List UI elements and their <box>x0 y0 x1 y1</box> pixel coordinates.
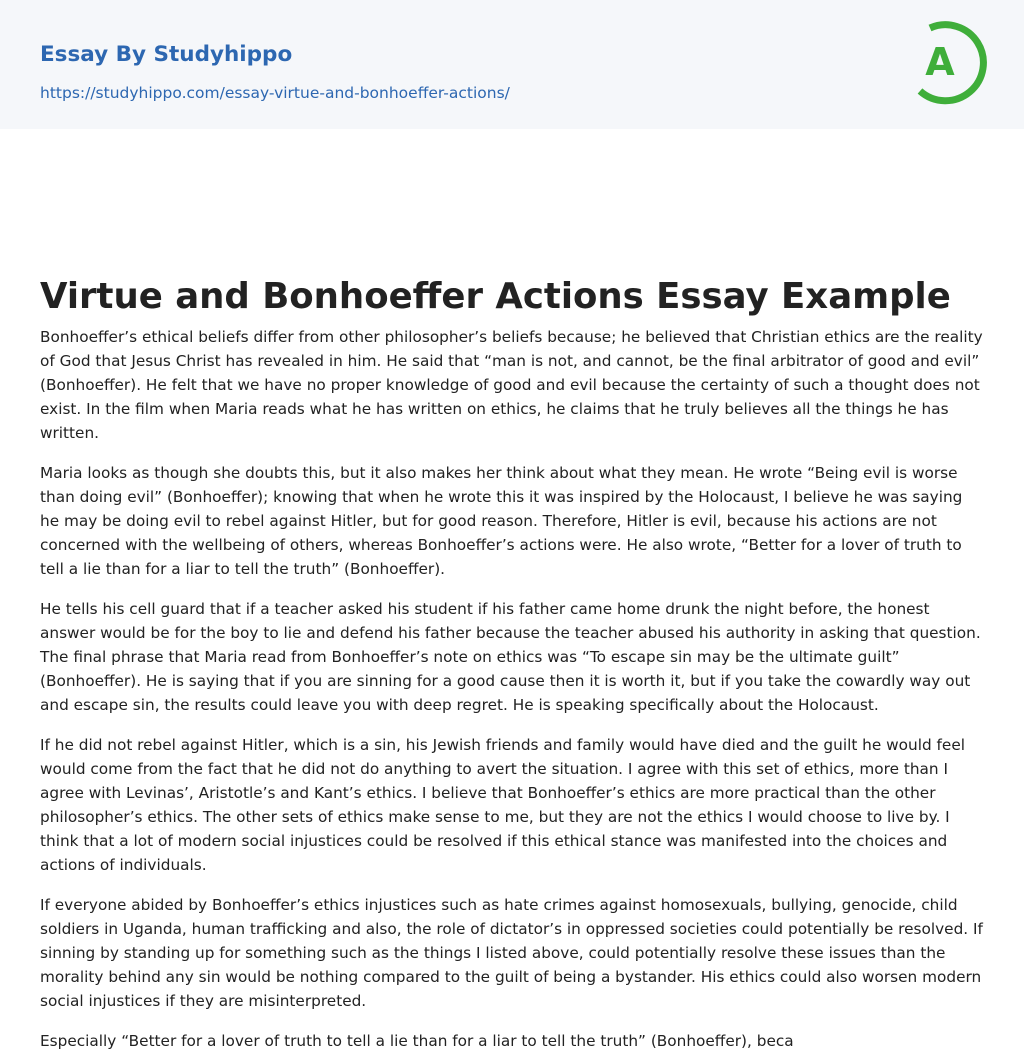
essay-paragraph: Bonhoeffer’s ethical beliefs differ from other philosopher’s beliefs because; he believed that Christian ethics are the reality of God that Jesus Christ has revealed in him. He said that “man is not, and cannot, be the final arbitrator of good and evil” (Bonhoeffer). He felt that we have no proper knowledge of good and evil because the certainty of such a thought does not exist. In the film when Maria reads what he has written on ethics, he claims that he truly believes all the things he has written. <box>40 328 983 442</box>
logo-letter: A <box>925 40 955 84</box>
studyhippo-logo-icon[interactable] <box>912 18 988 106</box>
source-url-link[interactable]: https://studyhippo.com/essay-virtue-and-bonhoeffer-actions/ <box>40 84 510 102</box>
site-header <box>0 0 1024 129</box>
essay-paragraph: He tells his cell guard that if a teacher asked his student if his father came home drunk the night before, the honest answer would be for the boy to lie and defend his father because the teacher abused his authority in asking that question. The final phrase that Maria read from Bonhoeffer’s note on ethics was “To escape sin may be the ultimate guilt” (Bonhoeffer). He is saying that if you are sinning for a good cause then it is worth it, but if you take the cowardly way out and escape sin, the results could leave you with deep regret. He is speaking specifically about the Holocaust. <box>40 600 981 714</box>
essay-paragraph: If he did not rebel against Hitler, which is a sin, his Jewish friends and family would have died and the guilt he would feel would come from the fact that he did not do anything to avert the situation. I agree with this set of ethics, more than I agree with Levinas’, Aristotle’s and Kant’s ethics. I believe that Bonhoeffer’s ethics are more practical than the other philosopher’s ethics. The other sets of ethics make sense to me, but they are not the ethics I would choose to live by. I think that a lot of modern social injustices could be resolved if this ethical stance was manifested into the choices and actions of individuals. <box>40 736 965 874</box>
essay-paragraph: Maria looks as though she doubts this, but it also makes her think about what they mean. He wrote “Being evil is worse than doing evil” (Bonhoeffer); knowing that when he wrote this it was inspired by the Holocaust, I believe he was saying he may be doing evil to rebel against Hitler, but for good reason. Therefore, Hitler is evil, because his actions are not concerned with the wellbeing of others, whereas Bonhoeffer’s actions were. He also wrote, “Better for a lover of truth to tell a lie than for a liar to tell the truth” (Bonhoeffer). <box>40 464 963 578</box>
essay-title: Virtue and Bonhoeffer Actions Essay Example <box>40 276 951 317</box>
essay-paragraph: If everyone abided by Bonhoeffer’s ethics injustices such as hate crimes against homosexuals, bullying, genocide, child soldiers in Uganda, human trafficking and also, the role of dictator’s in oppressed societies could potentially be resolved. If sinning by standing up for something such as the things I listed above, could potentially resolve these issues than the morality behind any sin would be nothing compared to the guilt of being a bystander. His ethics could also worsen modern social injustices if they are misinterpreted. <box>40 896 983 1010</box>
site-brand[interactable]: Essay By Studyhippo <box>40 42 293 67</box>
essay-paragraph-truncated: Especially “Better for a lover of truth to tell a lie than for a liar to tell the truth” (Bonhoeffer), beca <box>40 1032 794 1050</box>
essay-body <box>0 325 1024 1053</box>
